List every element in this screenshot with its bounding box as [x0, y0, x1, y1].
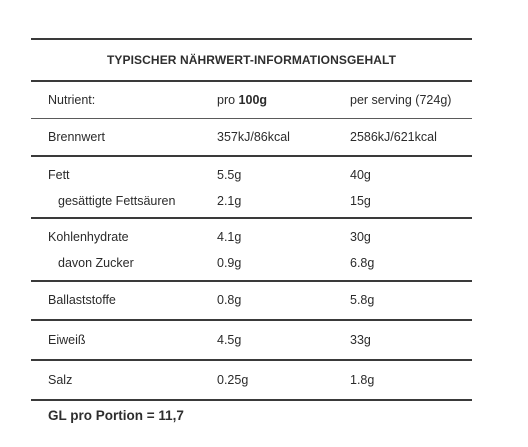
- nutrient-name: Eiweiß: [48, 333, 86, 347]
- nutrient-name: Ballaststoffe: [48, 293, 116, 307]
- table-row: [31, 282, 472, 319]
- value-per-100g: 0.25g: [217, 373, 249, 387]
- value-per-100g: 5.5g: [217, 168, 242, 182]
- value-per-serving: 30g: [350, 230, 371, 244]
- table-row-group: [31, 219, 472, 280]
- header-per-100g: [217, 87, 267, 113]
- value-per-serving: 6.8g: [350, 256, 375, 270]
- glycemic-load-note: GL pro Portion = 11,7: [48, 408, 184, 423]
- value-per-serving: 33g: [350, 333, 371, 347]
- table-row: [31, 361, 472, 399]
- header-per-serving: per serving (724g): [350, 93, 452, 107]
- header-per-100g-amount: 100g: [238, 93, 268, 107]
- nutrient-name: Kohlenhydrate: [48, 230, 129, 244]
- header-row: [31, 82, 472, 118]
- value-per-serving: 15g: [350, 194, 371, 208]
- value-per-serving: 1.8g: [350, 373, 375, 387]
- table-row: [31, 119, 472, 155]
- table-row-group: [31, 157, 472, 217]
- value-per-100g: 4.1g: [217, 230, 242, 244]
- value-per-100g: 0.8g: [217, 293, 242, 307]
- value-per-100g: 2.1g: [217, 194, 242, 208]
- value-per-100g: 0.9g: [217, 256, 242, 270]
- nutrition-table: [31, 38, 472, 431]
- nutrient-subname: gesättigte Fettsäuren: [58, 194, 176, 208]
- value-per-serving: 40g: [350, 168, 371, 182]
- value-per-100g: 357kJ/86kcal: [217, 130, 290, 144]
- nutrient-name: Brennwert: [48, 130, 105, 144]
- header-per-100g-prefix: pro: [217, 93, 239, 107]
- header-nutrient: Nutrient:: [48, 93, 96, 107]
- value-per-serving: 5.8g: [350, 293, 375, 307]
- nutrient-name: Fett: [48, 168, 70, 182]
- nutrient-name: Salz: [48, 373, 73, 387]
- table-title: TYPISCHER NÄHRWERT-INFORMATIONSGEHALT: [106, 53, 397, 67]
- nutrient-subname: davon Zucker: [58, 256, 134, 270]
- value-per-100g: 4.5g: [217, 333, 242, 347]
- table-row: [31, 321, 472, 359]
- value-per-serving: 2586kJ/621kcal: [350, 130, 437, 144]
